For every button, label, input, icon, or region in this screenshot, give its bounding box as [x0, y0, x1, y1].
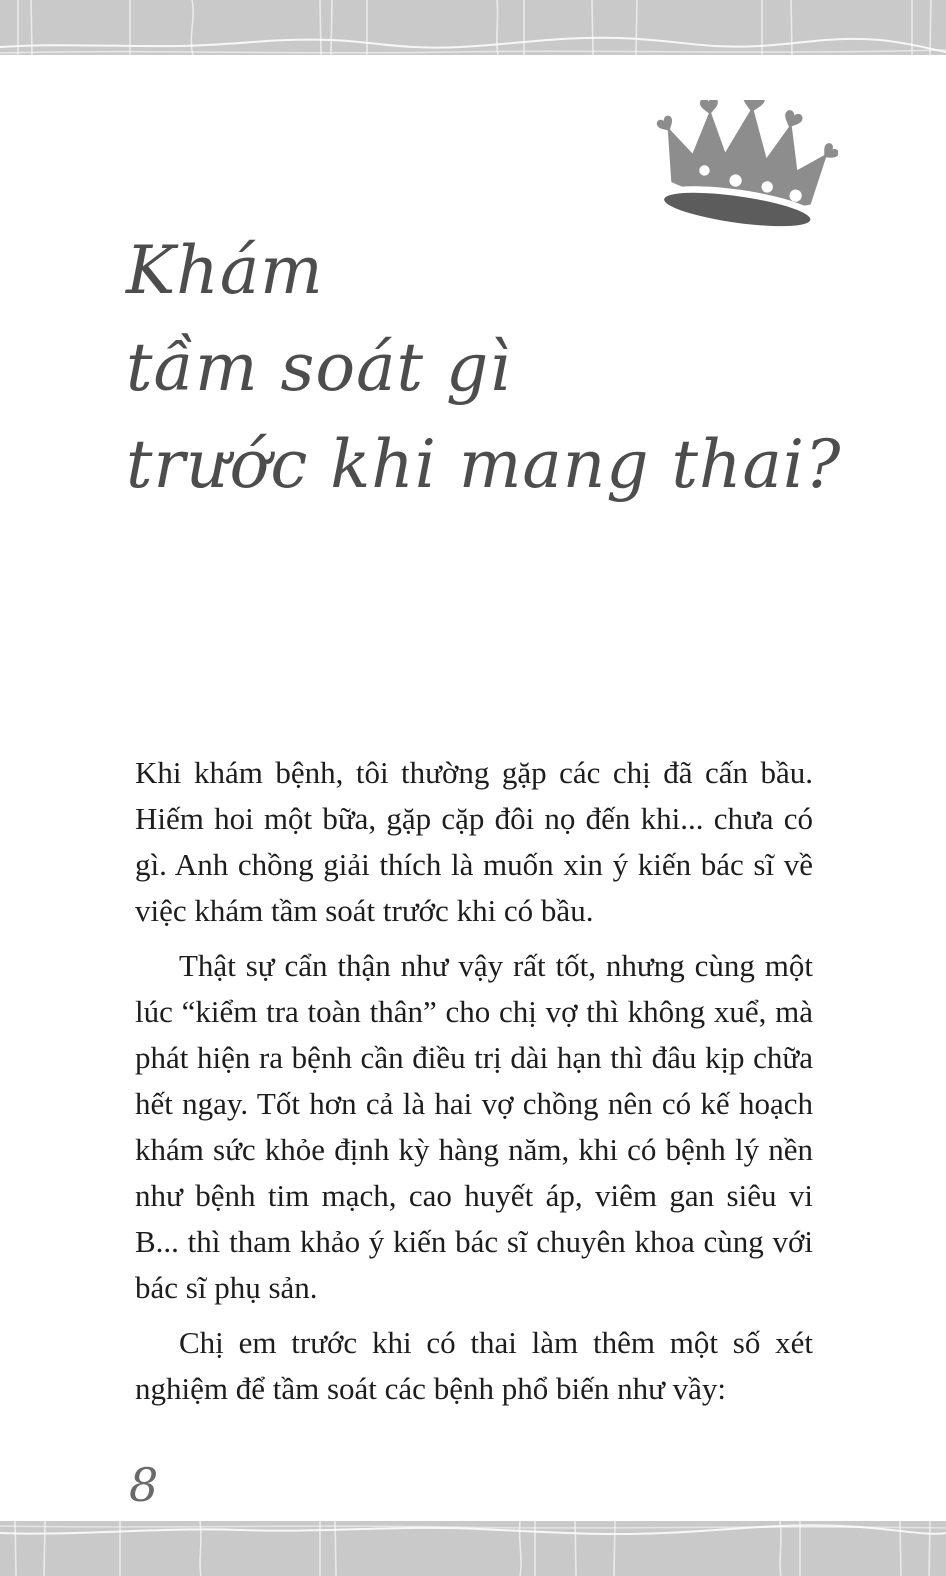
chapter-title-line: tầm soát gì [126, 329, 512, 406]
chapter-title-line: Khám [126, 232, 324, 309]
top-border-pattern [0, 0, 946, 55]
paragraph: Khi khám bệnh, tôi thường gặp các chị đã cấn bầu. Hiếm hoi một bữa, gặp cặp đôi nọ đến khi... chưa có gì. Anh chồng giải thích là muốn xin ý kiến bác sĩ về việc khám tầm soát trước khi có bầu. [135, 755, 813, 928]
chapter-title-line: trước khi mang thai? [126, 426, 842, 503]
bottom-border-pattern [0, 1521, 946, 1576]
paragraph: Thật sự cẩn thận như vậy rất tốt, nhưng cùng một lúc “kiểm tra toàn thân” cho chị vợ thì không xuể, mà phát hiện ra bệnh cần điều trị dài hạn thì đâu kịp chữa hết ngay. Tốt hơn cả là hai vợ chồng nên có kế hoạch khám sức khỏe định kỳ hàng năm, khi có bệnh lý nền như bệnh tim mạch, cao huyết áp, viêm gan siêu vi B... thì tham khảo ý kiến bác sĩ chuyên khoa cùng với bác sĩ phụ sản. [135, 948, 813, 1305]
chapter-title [126, 222, 841, 513]
crown-icon-graphic [646, 100, 838, 242]
top-border-decoration [0, 0, 946, 55]
paragraph: Chị em trước khi có thai làm thêm một số xét nghiệm để tầm soát các bệnh phổ biến như vầy: [135, 1325, 813, 1406]
body-text [135, 750, 813, 1412]
bottom-border-decoration [0, 1521, 946, 1576]
page-number: 8 [129, 1458, 159, 1512]
crown-icon [646, 100, 838, 242]
